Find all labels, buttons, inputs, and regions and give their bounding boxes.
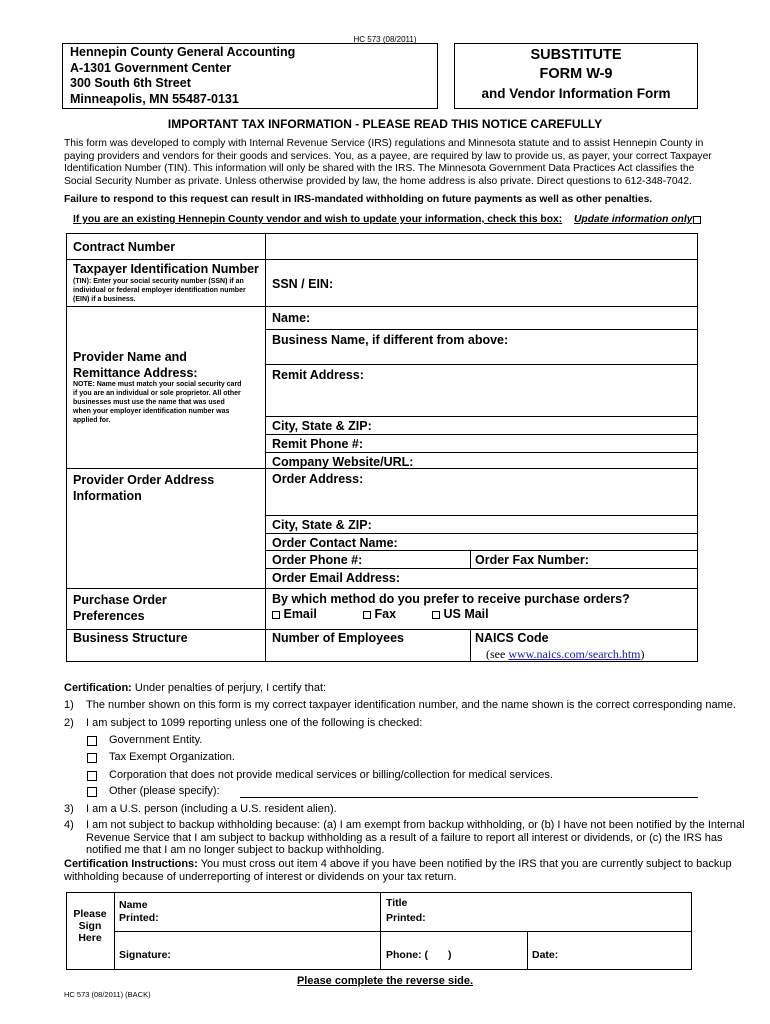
item4-text bbox=[86, 819, 745, 857]
name-field[interactable]: Name: bbox=[272, 311, 311, 325]
update-checkbox[interactable] bbox=[693, 216, 701, 224]
naics-see-suffix: ) bbox=[640, 647, 645, 661]
website-field[interactable]: Company Website/URL: bbox=[272, 455, 414, 469]
ssn-ein-field[interactable]: SSN / EIN: bbox=[272, 277, 334, 291]
phone-field[interactable] bbox=[386, 949, 452, 961]
instructions-text: You must cross out item 4 above if you have been notified by the IRS that you are currently subject to backup bbox=[197, 858, 732, 870]
item2-text: I am subject to 1099 reporting unless one of the following is checked: bbox=[86, 717, 423, 729]
sign-word: Sign bbox=[78, 920, 102, 932]
naics-field[interactable]: NAICS Code bbox=[475, 631, 549, 645]
sign-word: Please bbox=[73, 908, 107, 920]
item1-number: 1) bbox=[64, 699, 74, 711]
item2-number: 2) bbox=[64, 717, 74, 729]
title-line: and Vendor Information Form bbox=[481, 86, 671, 101]
note-line: if you are an individual or sole proprietor. All other bbox=[73, 390, 241, 397]
notice-paragraph bbox=[64, 138, 714, 188]
address-line: Minneapolis, MN 55487-0131 bbox=[70, 91, 239, 106]
date-field[interactable]: Date: bbox=[532, 949, 559, 961]
provider-note bbox=[73, 380, 241, 425]
certification-text: Under penalties of perjury, I certify that: bbox=[131, 682, 327, 694]
tin-note bbox=[73, 277, 246, 304]
option-label: Email bbox=[283, 607, 317, 621]
usmail-checkbox[interactable] bbox=[432, 611, 440, 619]
provider-label bbox=[73, 349, 198, 381]
email-checkbox[interactable] bbox=[272, 611, 280, 619]
notice-line: Social Security Number as private. Unless otherwise provided by law, the home address is also private. Direct questions to 612-348-7042. bbox=[64, 175, 692, 187]
tax-exempt-checkbox[interactable] bbox=[87, 753, 97, 763]
form-code-bottom: HC 573 (08/2011) (BACK) bbox=[64, 990, 151, 999]
name-printed-field[interactable] bbox=[119, 899, 159, 925]
label-line: Provider Order Address bbox=[73, 473, 215, 487]
printed-label: Printed: bbox=[386, 912, 426, 924]
certification-instructions bbox=[64, 858, 732, 884]
order-address-field[interactable]: Order Address: bbox=[272, 472, 364, 486]
naics-see-prefix: (see bbox=[486, 647, 509, 661]
phone-close-paren: ) bbox=[448, 949, 452, 961]
title-printed-field[interactable] bbox=[386, 896, 426, 926]
business-name-field[interactable]: Business Name, if different from above: bbox=[272, 333, 509, 347]
business-structure-label: Business Structure bbox=[73, 631, 188, 645]
corporation-checkbox[interactable] bbox=[87, 771, 97, 781]
tin-label: Taxpayer Identification Number bbox=[73, 262, 259, 276]
address-line: A-1301 Government Center bbox=[70, 60, 232, 75]
title-label: Title bbox=[386, 897, 408, 909]
num-employees-field[interactable]: Number of Employees bbox=[272, 631, 404, 645]
order-city-state-zip-field[interactable]: City, State & ZIP: bbox=[272, 518, 372, 532]
name-label: Name bbox=[119, 899, 148, 911]
label-line: Purchase Order bbox=[73, 593, 167, 607]
address-line: Hennepin County General Accounting bbox=[70, 45, 296, 59]
note-line: NOTE: Name must match your social security card bbox=[73, 381, 242, 388]
label-line: Provider Name and bbox=[73, 350, 187, 364]
note-line: (TIN): Enter your social security number (SSN) if an bbox=[73, 278, 244, 285]
fax-checkbox[interactable] bbox=[363, 611, 371, 619]
instructions-heading: Certification Instructions: bbox=[64, 858, 198, 870]
option-label: US Mail bbox=[443, 607, 489, 621]
notice-line: paying providers and vendors for their goods and services. You, as a payee, are required by law to provide us, as payer, your correct Taxpayer bbox=[64, 150, 712, 162]
option-tax-exempt: Tax Exempt Organization. bbox=[109, 751, 235, 763]
instructions-line: withholding because of underreporting of interest or dividends on your tax return. bbox=[64, 871, 457, 883]
note-line: when your employer identification number was bbox=[73, 408, 230, 415]
item1-text: The number shown on this form is my correct taxpayer identification number, and the name shown is the correct corresponding name. bbox=[86, 699, 736, 711]
other-checkbox[interactable] bbox=[87, 787, 97, 797]
option-government: Government Entity. bbox=[109, 734, 203, 746]
po-label bbox=[73, 592, 167, 624]
note-line: businesses must use the name that was used bbox=[73, 399, 225, 406]
please-sign-here bbox=[66, 908, 114, 944]
failure-notice: Failure to respond to this request can result in IRS-mandated withholding on future payments as well as other penalties. bbox=[64, 194, 653, 205]
note-line: (EIN) if a business. bbox=[73, 296, 136, 303]
order-address-label bbox=[73, 472, 214, 504]
form-code-top: HC 573 (08/2011) bbox=[353, 35, 417, 44]
order-contact-field[interactable]: Order Contact Name: bbox=[272, 536, 398, 550]
order-email-field[interactable]: Order Email Address: bbox=[272, 571, 401, 585]
contract-number-label: Contract Number bbox=[73, 240, 176, 254]
certification-intro bbox=[64, 682, 326, 694]
certification-heading: Certification: bbox=[64, 682, 132, 694]
order-phone-field[interactable]: Order Phone #: bbox=[272, 553, 363, 567]
naics-hint bbox=[486, 647, 645, 662]
item3-text: I am a U.S. person (including a U.S. resident alien). bbox=[86, 803, 337, 815]
notice-line: This form was developed to comply with Internal Revenue Service (IRS) regulations and Minnesota statute and to assist Hennepin County in bbox=[64, 138, 704, 149]
po-question: By which method do you prefer to receive purchase orders? bbox=[272, 592, 630, 606]
update-prompt: If you are an existing Hennepin County vendor and wish to update your information, check this box: bbox=[73, 214, 563, 225]
option-label: Fax bbox=[374, 607, 397, 621]
label-line: Preferences bbox=[73, 609, 145, 623]
note-line: applied for. bbox=[73, 417, 111, 424]
item4-number: 4) bbox=[64, 819, 74, 831]
sign-word: Here bbox=[78, 932, 102, 944]
order-fax-field[interactable]: Order Fax Number: bbox=[475, 553, 589, 567]
po-option-usmail[interactable] bbox=[432, 607, 489, 621]
notice-line: Identification Number (TIN). This information will only be shared with the IRS. The Minnesota Government Data Practices Act classifies the bbox=[64, 163, 695, 174]
phone-label: Phone: ( bbox=[386, 949, 428, 961]
reverse-side-note: Please complete the reverse side. bbox=[296, 975, 474, 987]
remit-address-field[interactable]: Remit Address: bbox=[272, 368, 364, 382]
title-line: FORM W-9 bbox=[539, 66, 613, 82]
update-label: Update information only bbox=[574, 214, 693, 225]
label-line: Information bbox=[73, 489, 142, 503]
po-option-email[interactable] bbox=[272, 607, 317, 621]
signature-field[interactable]: Signature: bbox=[119, 949, 171, 961]
instructions-line bbox=[64, 858, 732, 871]
item4-line: notified me that I am no longer subject to backup withholding. bbox=[86, 844, 385, 856]
option-corporation: Corporation that does not provide medical services or billing/collection for medical services. bbox=[109, 769, 553, 781]
label-line: Remittance Address: bbox=[73, 366, 198, 380]
item3-number: 3) bbox=[64, 803, 74, 815]
notice-heading: IMPORTANT TAX INFORMATION - PLEASE READ THIS NOTICE CAREFULLY bbox=[167, 117, 603, 131]
government-entity-checkbox[interactable] bbox=[87, 736, 97, 746]
item4-line: Revenue Service that I am subject to backup withholding as a result of a failure to report all interest or dividends, or (c) the IRS has bbox=[86, 831, 723, 844]
remit-phone-field[interactable]: Remit Phone #: bbox=[272, 437, 363, 451]
other-specify-line[interactable] bbox=[240, 797, 698, 798]
printed-label: Printed: bbox=[119, 912, 159, 924]
option-other: Other (please specify): bbox=[109, 785, 220, 797]
naics-link[interactable]: www.naics.com/search.htm bbox=[508, 647, 641, 661]
item4-line: I am not subject to backup withholding because: (a) I am exempt from backup withholding, or (b) I have not been notified by the Internal bbox=[86, 819, 745, 831]
form-title bbox=[454, 46, 698, 103]
city-state-zip-field[interactable]: City, State & ZIP: bbox=[272, 419, 372, 433]
address-line: 300 South 6th Street bbox=[70, 76, 191, 90]
title-line: SUBSTITUTE bbox=[530, 47, 622, 63]
po-option-fax[interactable] bbox=[363, 607, 396, 621]
note-line: individual or federal employer identification number bbox=[73, 287, 246, 294]
address-block bbox=[70, 45, 295, 107]
